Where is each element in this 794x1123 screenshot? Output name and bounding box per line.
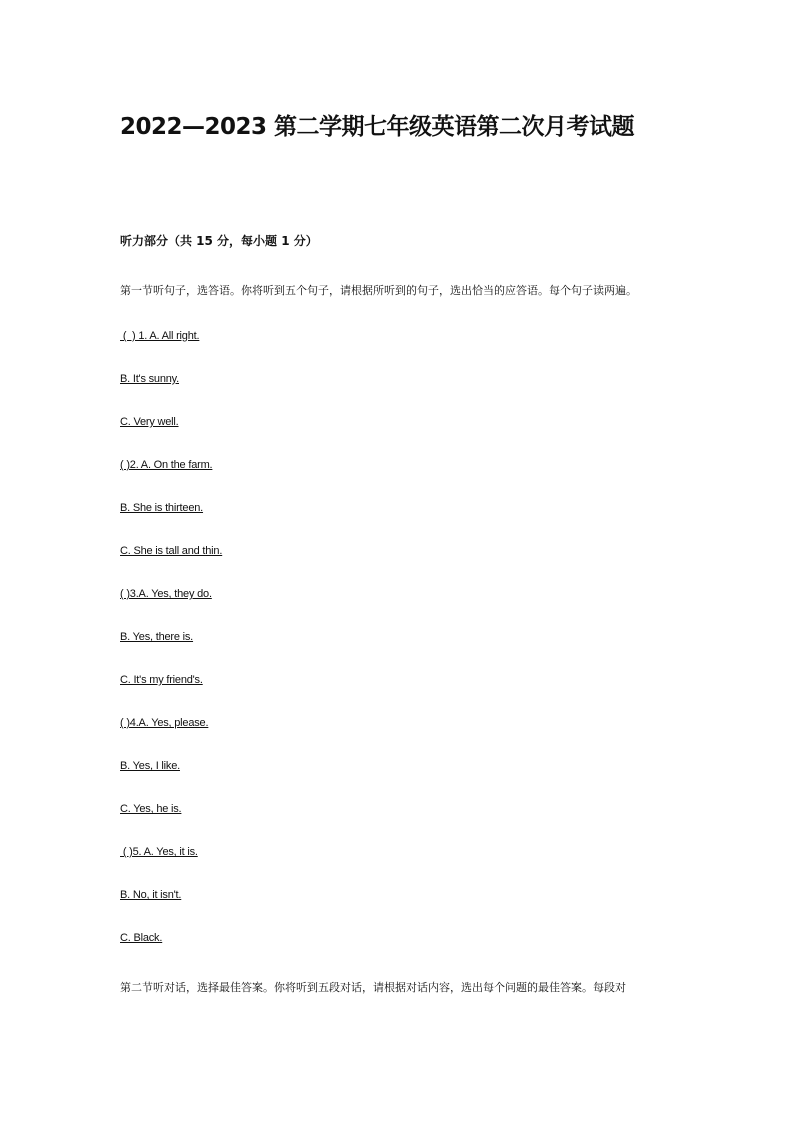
question-3-option-c: C. It's my friend's. <box>120 674 203 686</box>
question-2-option-b: B. She is thirteen. <box>120 502 204 514</box>
question-1-option-a: ( ) 1. A. All right. <box>120 330 200 342</box>
question-3-option-b: B. Yes, there is. <box>120 631 194 643</box>
question-5-option-a: ( )5. A. Yes, it is. <box>120 846 198 858</box>
question-1-option-c: C. Very well. <box>120 416 179 428</box>
question-3-option-a: ( )3.A. Yes, they do. <box>120 588 212 600</box>
question-1-option-b: B. It's sunny. <box>120 373 180 385</box>
question-4-option-a: ( )4.A. Yes, please. <box>120 717 209 729</box>
question-2-option-c: C. She is tall and thin. <box>120 545 223 557</box>
question-4-option-b: B. Yes, I like. <box>120 760 180 772</box>
page-title: 2022—2023 第二学期七年级英语第二次月考试题 <box>120 114 635 140</box>
section2-instruction: 第二节听对话，选择最佳答案。你将听到五段对话，请根据对话内容，选出每个问题的最佳答案。每段对 <box>120 981 626 994</box>
question-2-option-a: ( )2. A. On the farm. <box>120 459 213 471</box>
question-5-option-b: B. No, it isn't. <box>120 889 182 901</box>
section1-instruction: 第一节听句子，选答语。你将听到五个句子，请根据所听到的句子，选出恰当的应答语。每个句子读两遍。 <box>120 284 637 297</box>
question-5-option-c: C. Black. <box>120 932 163 944</box>
question-4-option-c: C. Yes, he is. <box>120 803 182 815</box>
section-heading-listening: 听力部分（共 15 分，每小题 1 分） <box>120 234 318 248</box>
